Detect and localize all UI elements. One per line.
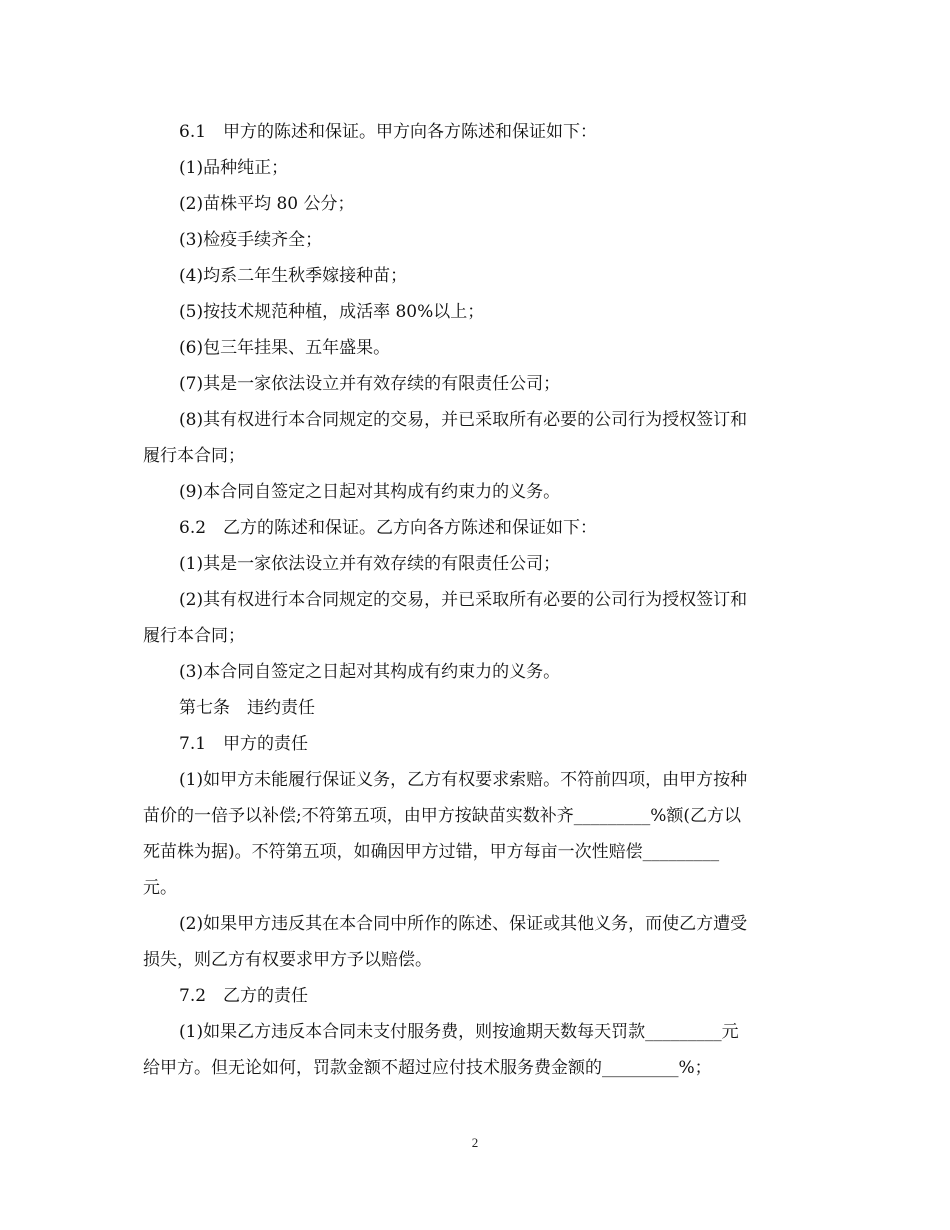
paragraph bbox=[143, 114, 811, 150]
paragraph bbox=[143, 546, 811, 582]
document-body bbox=[143, 114, 811, 1086]
paragraph bbox=[143, 726, 811, 762]
paragraph bbox=[143, 582, 811, 654]
paragraph bbox=[143, 474, 811, 510]
paragraph-line: 履行本合同； bbox=[143, 446, 245, 466]
paragraph-line: 死苗株为据)。不符第五项，如确因甲方过错，甲方每亩一次性赔偿_________ bbox=[143, 842, 720, 862]
page-number: 2 bbox=[471, 1135, 479, 1150]
paragraph bbox=[143, 402, 811, 474]
paragraph bbox=[143, 762, 811, 906]
paragraph-line: (8)其有权进行本合同规定的交易，并已采取所有必要的公司行为授权签订和 bbox=[179, 410, 748, 430]
paragraph bbox=[143, 366, 811, 402]
paragraph bbox=[143, 258, 811, 294]
paragraph-line: (5)按技术规范种植，成活率 80%以上； bbox=[179, 302, 485, 322]
paragraph bbox=[143, 186, 811, 222]
paragraph-line: (3)本合同自签定之日起对其构成有约束力的义务。 bbox=[179, 662, 561, 682]
paragraph-line: 7.1 甲方的责任 bbox=[179, 734, 309, 754]
paragraph bbox=[143, 654, 811, 690]
paragraph bbox=[143, 330, 811, 366]
paragraph bbox=[143, 294, 811, 330]
paragraph-line: 元。 bbox=[143, 878, 177, 898]
paragraph-line: 损失，则乙方有权要求甲方予以赔偿。 bbox=[143, 950, 432, 970]
paragraph-line: (2)如果甲方违反其在本合同中所作的陈述、保证或其他义务，而使乙方遭受 bbox=[179, 914, 748, 934]
paragraph-line: (9)本合同自签定之日起对其构成有约束力的义务。 bbox=[179, 482, 561, 502]
paragraph bbox=[143, 906, 811, 978]
paragraph-line: (4)均系二年生秋季嫁接种苗； bbox=[179, 266, 408, 286]
paragraph-line: (2)苗株平均 80 公分； bbox=[179, 194, 355, 214]
paragraph-line: 6.2 乙方的陈述和保证。乙方向各方陈述和保证如下： bbox=[179, 518, 598, 538]
paragraph bbox=[143, 978, 811, 1014]
paragraph-line: (2)其有权进行本合同规定的交易，并已采取所有必要的公司行为授权签订和 bbox=[179, 590, 748, 610]
paragraph-line: (1)如果乙方违反本合同未支付服务费，则按逾期天数每天罚款_________元 bbox=[179, 1022, 739, 1042]
paragraph bbox=[143, 690, 811, 726]
paragraph-line: 苗价的一倍予以补偿;不符第五项，由甲方按缺苗实数补齐_________%额(乙方以 bbox=[143, 806, 742, 826]
paragraph bbox=[143, 1014, 811, 1086]
paragraph bbox=[143, 150, 811, 186]
paragraph-line: (1)品种纯正； bbox=[179, 158, 289, 178]
paragraph-line: 6.1 甲方的陈述和保证。甲方向各方陈述和保证如下： bbox=[179, 122, 598, 142]
paragraph bbox=[143, 222, 811, 258]
paragraph-line: (7)其是一家依法设立并有效存续的有限责任公司； bbox=[179, 374, 561, 394]
paragraph-line: (1)如甲方未能履行保证义务，乙方有权要求索赔。不符前四项，由甲方按种 bbox=[179, 770, 748, 790]
paragraph-line: 7.2 乙方的责任 bbox=[179, 986, 309, 1006]
paragraph-line: (1)其是一家依法设立并有效存续的有限责任公司； bbox=[179, 554, 561, 574]
paragraph-line: 履行本合同； bbox=[143, 626, 245, 646]
paragraph-line: 第七条 违约责任 bbox=[179, 698, 315, 718]
paragraph bbox=[143, 510, 811, 546]
paragraph-line: (3)检疫手续齐全； bbox=[179, 230, 323, 250]
paragraph-line: 给甲方。但无论如何，罚款金额不超过应付技术服务费金额的_________%； bbox=[143, 1058, 712, 1078]
paragraph-line: (6)包三年挂果、五年盛果。 bbox=[179, 338, 391, 358]
